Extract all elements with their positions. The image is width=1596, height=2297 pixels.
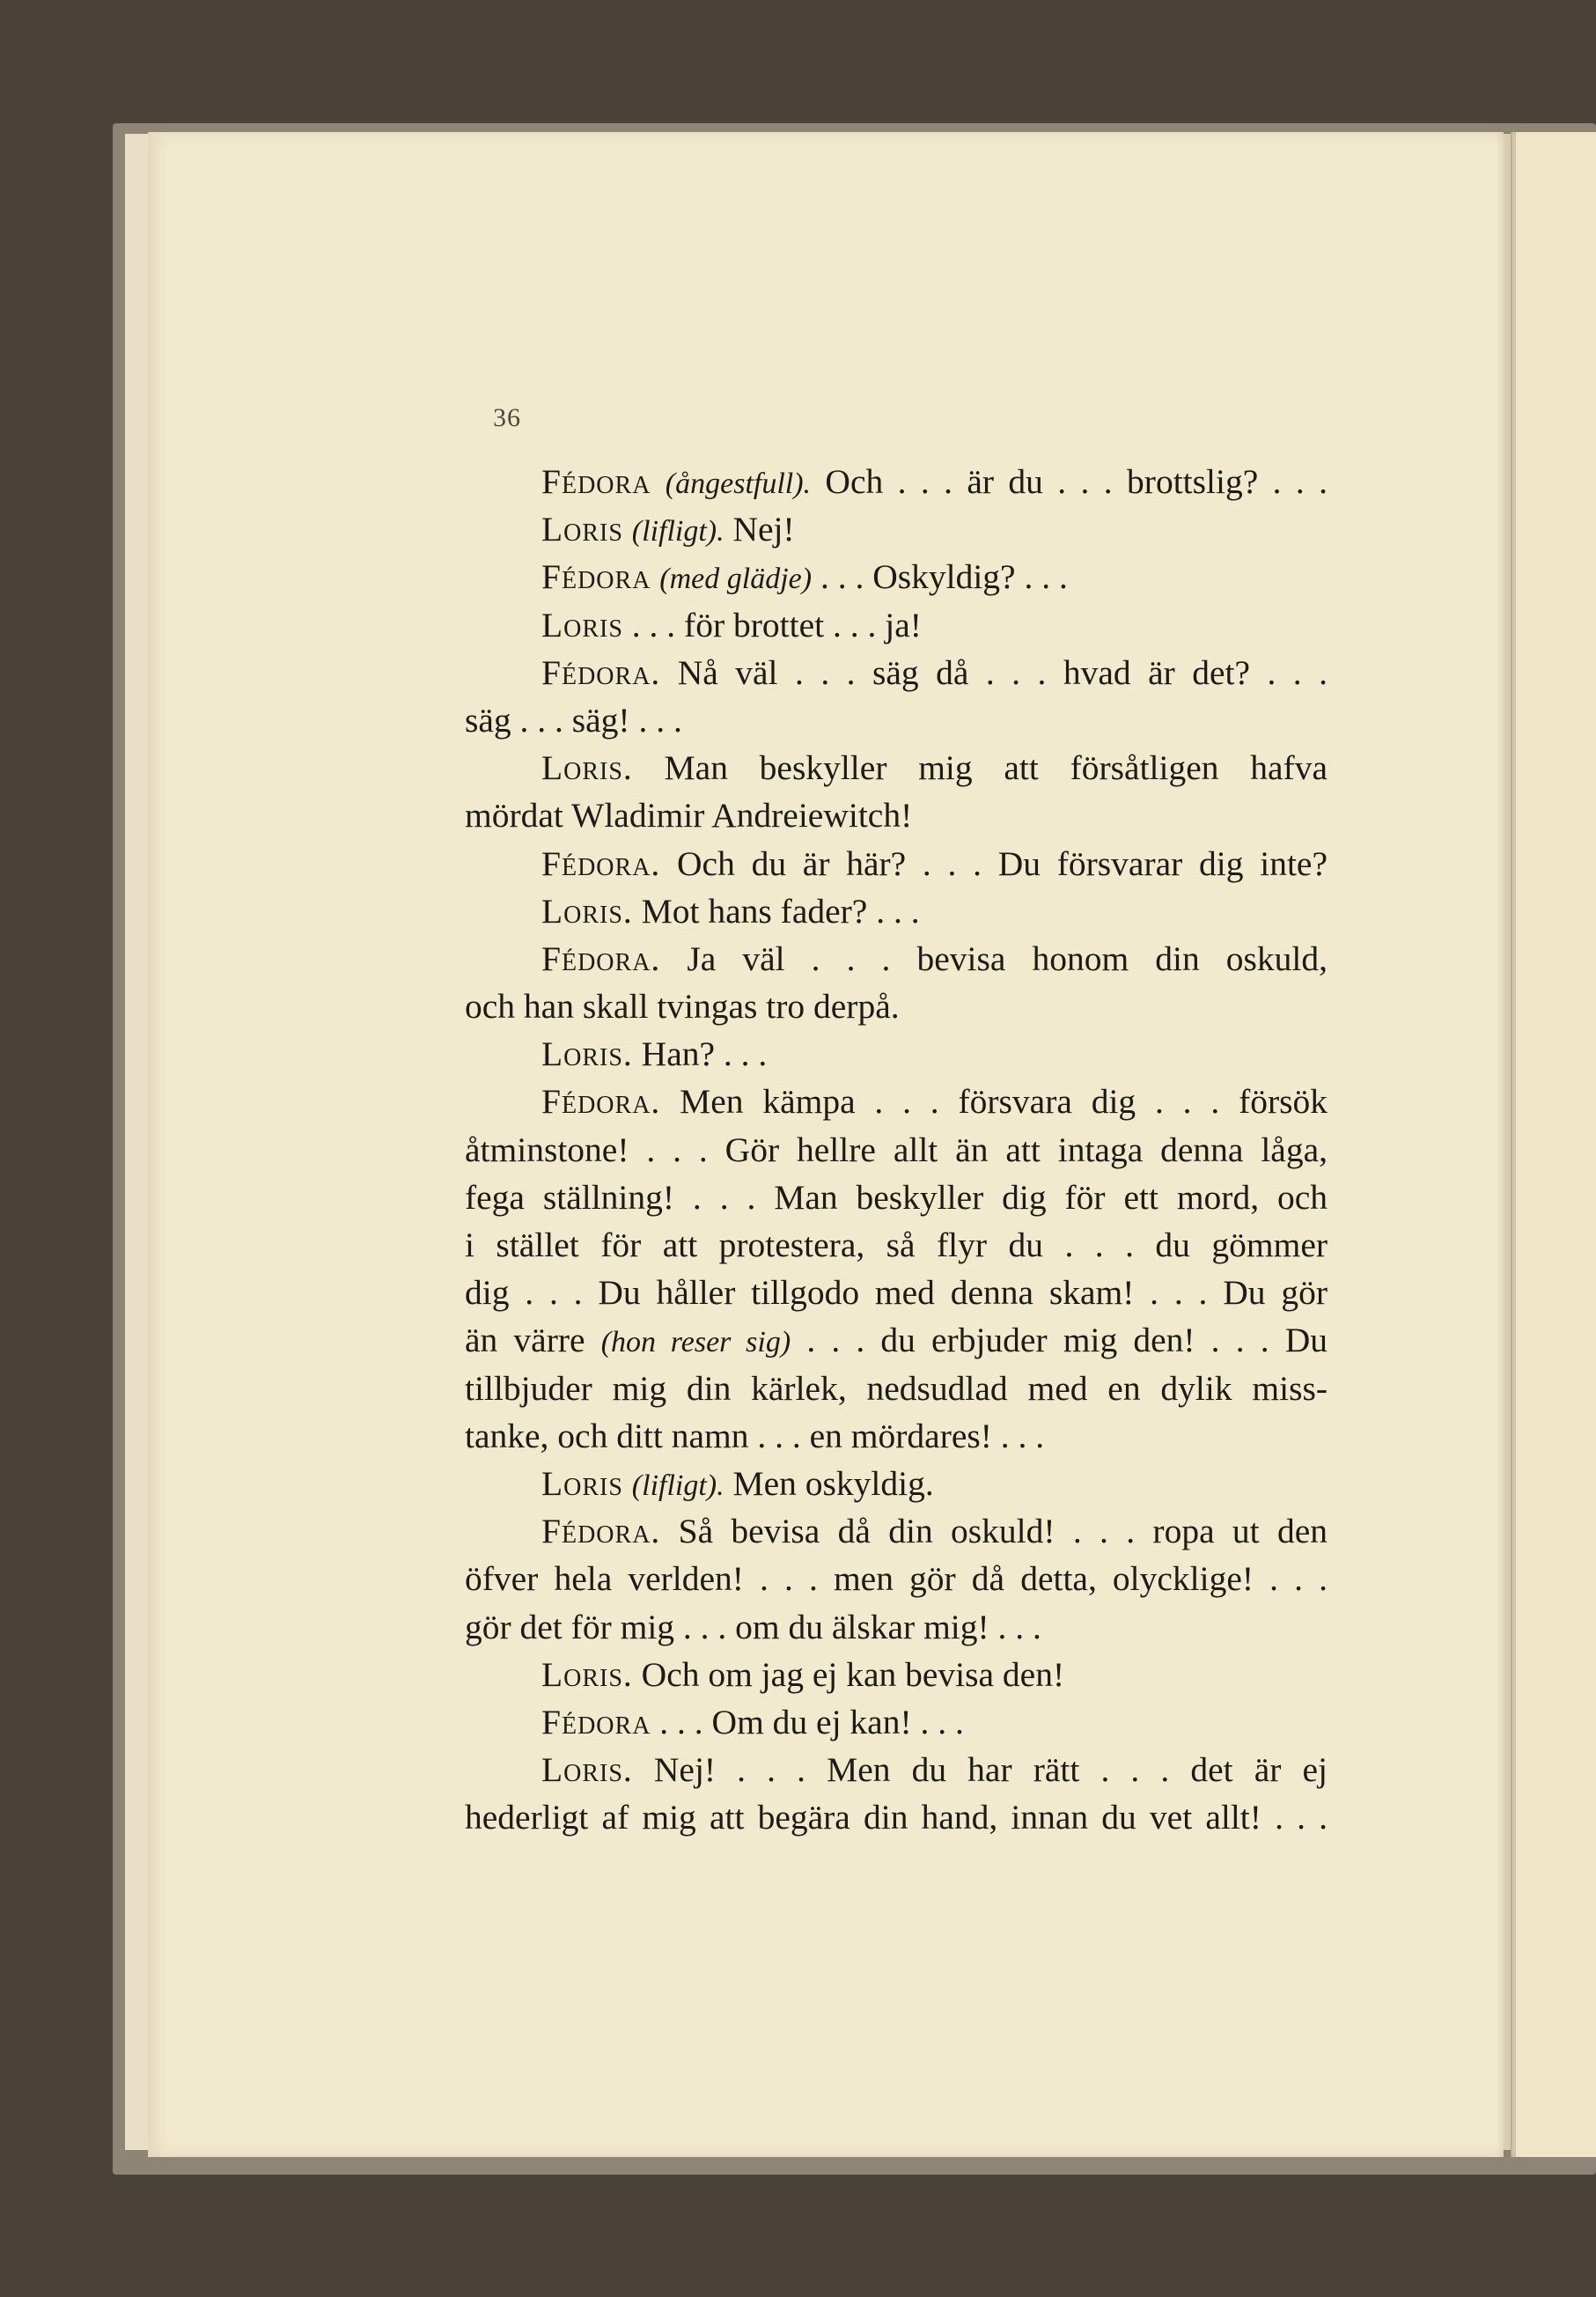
text-line <box>465 1412 1328 1460</box>
dialogue-text: Och . . . är du . . . brottslig? . . . <box>811 462 1328 501</box>
stage-direction: (med glädje) <box>659 563 813 596</box>
text-line <box>465 791 1328 839</box>
text-line <box>465 1555 1328 1602</box>
dialogue-text <box>651 557 659 596</box>
speaker-name: Fédora <box>541 557 651 597</box>
speaker-name: Loris. <box>541 748 633 788</box>
text-line <box>465 696 1328 744</box>
text-line <box>465 1221 1328 1269</box>
dialogue-text: . . . du erbjuder mig den! . . . Du <box>791 1321 1328 1360</box>
text-line <box>465 840 1328 887</box>
text-line <box>465 1507 1328 1555</box>
dialogue-text: Men oskyldig. <box>724 1463 934 1503</box>
speaker-name: Loris. <box>541 1034 633 1074</box>
page-number: 36 <box>493 403 521 432</box>
speaker-name: Loris <box>541 605 623 644</box>
dialogue-text: mördat Wladimir Andreiewitch! <box>465 796 913 836</box>
text-line <box>465 935 1328 983</box>
dialogue-text: Nej! <box>724 510 795 549</box>
dialogue-text: gör det för mig . . . om du älskar mig! . . . <box>465 1607 1041 1646</box>
text-line <box>465 1698 1328 1746</box>
dialogue-text: än värre <box>465 1321 601 1360</box>
dialogue-text: Nej! . . . Men du har rätt . . . det är ej <box>632 1750 1328 1790</box>
dialogue-text: i stället för att protestera, så flyr du . . . du gömmer <box>465 1226 1328 1264</box>
dialogue-text <box>623 510 632 548</box>
dialogue-text <box>651 462 665 501</box>
facing-page-edge <box>1511 132 1596 2157</box>
stage-direction: (lifligt). <box>631 515 724 548</box>
text-line <box>465 601 1328 649</box>
text-line <box>465 1078 1328 1125</box>
dialogue-text: tillbjuder mig din kärlek, nedsudlad med en dylik miss- <box>465 1368 1328 1408</box>
text-line <box>465 983 1328 1030</box>
dialogue-text: . . . Oskyldig? . . . <box>812 557 1068 597</box>
text-line <box>465 505 1328 553</box>
text-line <box>465 1793 1328 1841</box>
dialogue-text: hederligt af mig att begära din hand, innan du vet allt! . . . <box>465 1798 1328 1837</box>
dialogue-text: tanke, och ditt namn . . . en mördares! . . . <box>465 1416 1045 1455</box>
text-line <box>465 458 1328 505</box>
stage-direction: (hon reser sig) <box>600 1326 791 1359</box>
speaker-name: Fédora. <box>541 652 661 692</box>
text-line <box>465 887 1328 935</box>
dialogue-text: dig . . . Du håller tillgodo med denna skam! . . . Du gör <box>465 1273 1328 1313</box>
dialogue-text: Och du är här? . . . Du försvarar dig inte? <box>660 843 1328 883</box>
dialogue-text: Mot hans fader? . . . <box>632 891 920 931</box>
text-line <box>465 1365 1328 1412</box>
text-line <box>465 1030 1328 1078</box>
page-text <box>465 458 1328 1841</box>
speaker-name: Loris <box>541 1463 623 1503</box>
dialogue-text: . . . Om du ej kan! . . . <box>651 1702 964 1741</box>
dialogue-text: Och om jag ej kan bevisa den! <box>632 1654 1065 1694</box>
dialogue-text: och han skall tvingas tro derpå. <box>465 987 900 1027</box>
dialogue-text: öfver hela verlden! . . . men gör då detta, olycklige! . . . <box>465 1559 1328 1599</box>
text-line <box>465 1126 1328 1174</box>
text-line <box>465 1746 1328 1793</box>
dialogue-text: fega ställning! . . . Man beskyller dig för ett mord, och <box>465 1177 1328 1217</box>
text-line <box>465 553 1328 600</box>
dialogue-text: Men kämpa . . . försvara dig . . . försök <box>660 1082 1328 1122</box>
text-line <box>465 1269 1328 1316</box>
text-line <box>465 1316 1328 1364</box>
text-line <box>465 1603 1328 1651</box>
dialogue-text: säg . . . säg! . . . <box>465 700 682 740</box>
speaker-name: Fédora <box>541 1702 651 1741</box>
speaker-name: Loris. <box>541 891 633 931</box>
gutter-shadow <box>1497 132 1516 2157</box>
speaker-name: Loris <box>541 510 623 549</box>
speaker-name: Fédora. <box>541 843 661 883</box>
dialogue-text: Ja väl . . . bevisa honom din oskuld, <box>660 939 1328 978</box>
speaker-name: Fédora. <box>541 1082 661 1122</box>
stage-direction: (lifligt). <box>631 1469 724 1502</box>
speaker-name: Loris. <box>541 1750 633 1790</box>
text-line <box>465 1460 1328 1507</box>
dialogue-text: Nå väl . . . säg då . . . hvad är det? . . . <box>660 652 1328 692</box>
speaker-name: Fédora. <box>541 1512 661 1551</box>
text-line <box>465 744 1328 791</box>
dialogue-text: Så bevisa då din oskuld! . . . ropa ut den <box>660 1512 1328 1551</box>
text-line <box>465 649 1328 696</box>
dialogue-text: Han? . . . <box>632 1034 768 1074</box>
dialogue-text: åtminstone! . . . Gör hellre allt än att intaga denna låga, <box>465 1130 1328 1169</box>
dialogue-text <box>623 1464 632 1503</box>
dialogue-text: . . . för brottet . . . ja! <box>622 605 922 644</box>
text-line <box>465 1651 1328 1698</box>
text-line <box>465 1174 1328 1221</box>
dialogue-text: Man beskyller mig att försåtligen hafva <box>632 748 1328 788</box>
speaker-name: Loris. <box>541 1654 633 1694</box>
speaker-name: Fédora <box>541 462 651 501</box>
stage-direction: (ångestfull). <box>665 467 812 500</box>
speaker-name: Fédora. <box>541 939 661 978</box>
